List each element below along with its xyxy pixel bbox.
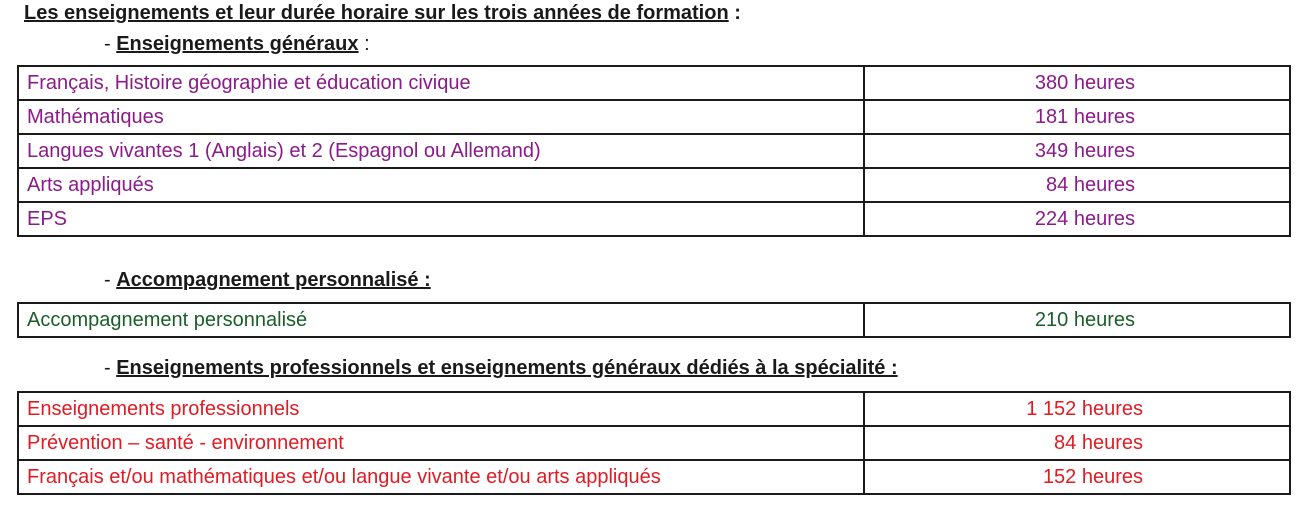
section-dash: -: [104, 357, 117, 379]
heading-text: Les enseignements et leur durée horaire sur les trois années de formation: [24, 2, 729, 24]
hours-cell: 349 heures: [864, 134, 1290, 168]
section-title-general: [104, 31, 370, 57]
subject-cell: Arts appliqués: [18, 168, 864, 202]
table-row: [18, 100, 1290, 134]
table-row: [18, 426, 1290, 460]
hours-cell: 181 heures: [864, 100, 1290, 134]
subject-cell: Enseignements professionnels: [18, 392, 864, 426]
hours-cell: 84 heures: [864, 426, 1290, 460]
section-title-general-suffix: :: [358, 33, 370, 55]
section-title-accompaniment-text: Accompagnement personnalisé :: [116, 269, 431, 291]
hours-cell: 224 heures: [864, 202, 1290, 236]
subject-cell: Prévention – santé - environnement: [18, 426, 864, 460]
hours-cell: 210 heures: [864, 303, 1290, 337]
subject-cell: EPS: [18, 202, 864, 236]
table-row: [18, 303, 1290, 337]
table-row: [18, 66, 1290, 100]
hours-cell: 152 heures: [864, 460, 1290, 494]
heading-suffix: :: [728, 2, 741, 24]
hours-cell: 84 heures: [864, 168, 1290, 202]
table-general: [17, 65, 1291, 237]
hours-cell: 1 152 heures: [864, 392, 1290, 426]
section-title-accompaniment: [104, 267, 431, 293]
subject-cell: Français et/ou mathématiques et/ou langue vivante et/ou arts appliqués: [18, 460, 864, 494]
section-dash: -: [104, 269, 117, 291]
section-title-general-text: Enseignements généraux: [116, 33, 359, 55]
table-row: [18, 202, 1290, 236]
table-professional: [17, 391, 1291, 495]
hours-cell: 380 heures: [864, 66, 1290, 100]
section-title-professional-text: Enseignements professionnels et enseignements généraux dédiés à la spécialité :: [116, 357, 898, 379]
section-dash: -: [104, 33, 117, 55]
page-heading: [24, 0, 741, 26]
section-title-professional: [104, 355, 898, 381]
table-row: [18, 134, 1290, 168]
table-row: [18, 460, 1290, 494]
subject-cell: Français, Histoire géographie et éducation civique: [18, 66, 864, 100]
table-row: [18, 392, 1290, 426]
subject-cell: Accompagnement personnalisé: [18, 303, 864, 337]
subject-cell: Mathématiques: [18, 100, 864, 134]
subject-cell: Langues vivantes 1 (Anglais) et 2 (Espagnol ou Allemand): [18, 134, 864, 168]
table-accompaniment: [17, 302, 1291, 338]
table-row: [18, 168, 1290, 202]
